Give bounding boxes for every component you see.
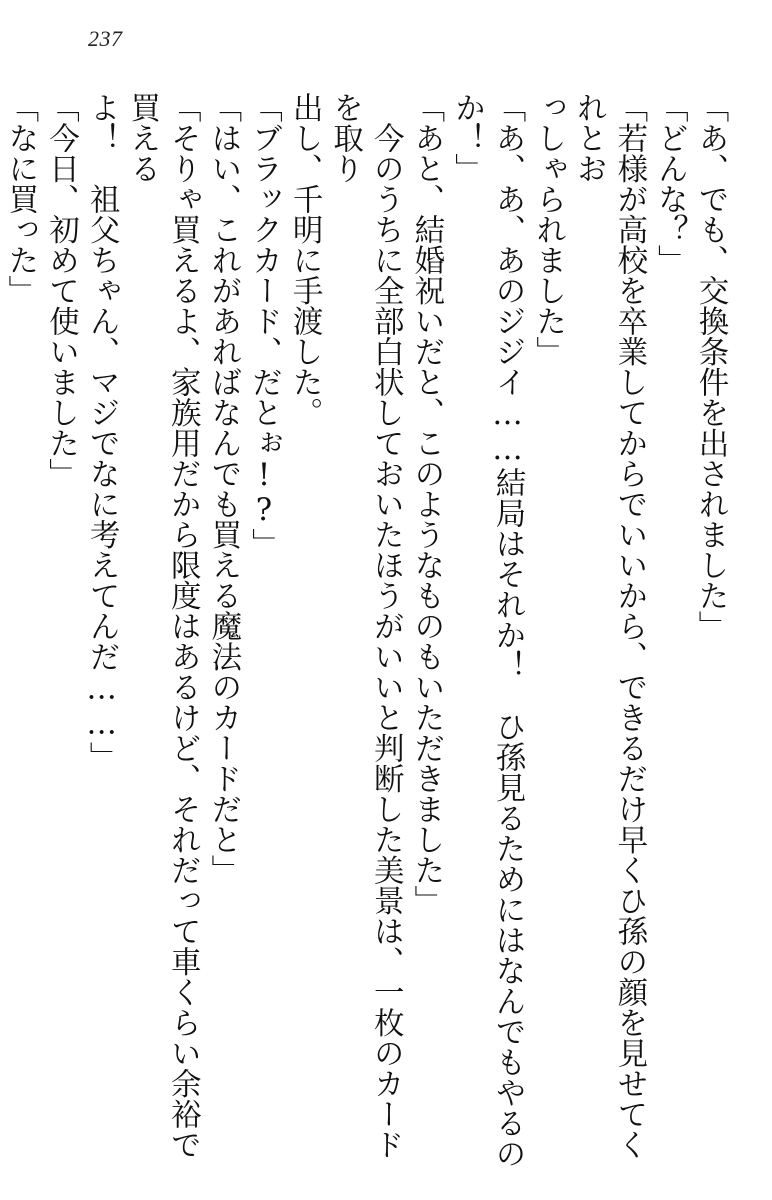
text-line: 「あと、結婚祝いだと、このようなものもいただきました」 (408, 92, 444, 916)
text-line: 「なに買った」 (2, 92, 38, 306)
text-line: 「若様が高校を卒業してからでいいから、できるだけ早くひ孫の顔を見せてくれとお (571, 92, 647, 1160)
vertical-text-body (2, 92, 730, 1172)
text-line: 「ブラックカード、だとぉ!?」 (246, 92, 282, 559)
text-line: 「あ、あ、あのジジイ……結局はそれか！ ひ孫見るためにはなんでもやるのか！」 (449, 92, 526, 1169)
text-line: 「どんな？」 (652, 92, 688, 275)
text-line: 「あ、でも、交換条件を出されました」 (693, 92, 728, 641)
text-line: よ！ 祖父ちゃん、マジでなに考えてんだ……」 (84, 92, 120, 772)
text-line: 出し、千明に手渡した。 (287, 92, 323, 428)
text-line: っしゃられました」 (530, 92, 566, 367)
text-line: 今のうちに全部白状しておいたほうがいいと判断した美景は、一枚のカードを取り (327, 92, 404, 1160)
page-number: 237 (88, 26, 123, 51)
text-line: 「はい、これがあればなんでも買える魔法のカードだと」 (205, 92, 241, 885)
text-line: 「そりゃ買えるよ、家族用だから限度はあるけど、それだって車くらい余裕で買える (124, 92, 201, 1160)
text-line: 「今日、初めて使いました」 (43, 92, 79, 489)
